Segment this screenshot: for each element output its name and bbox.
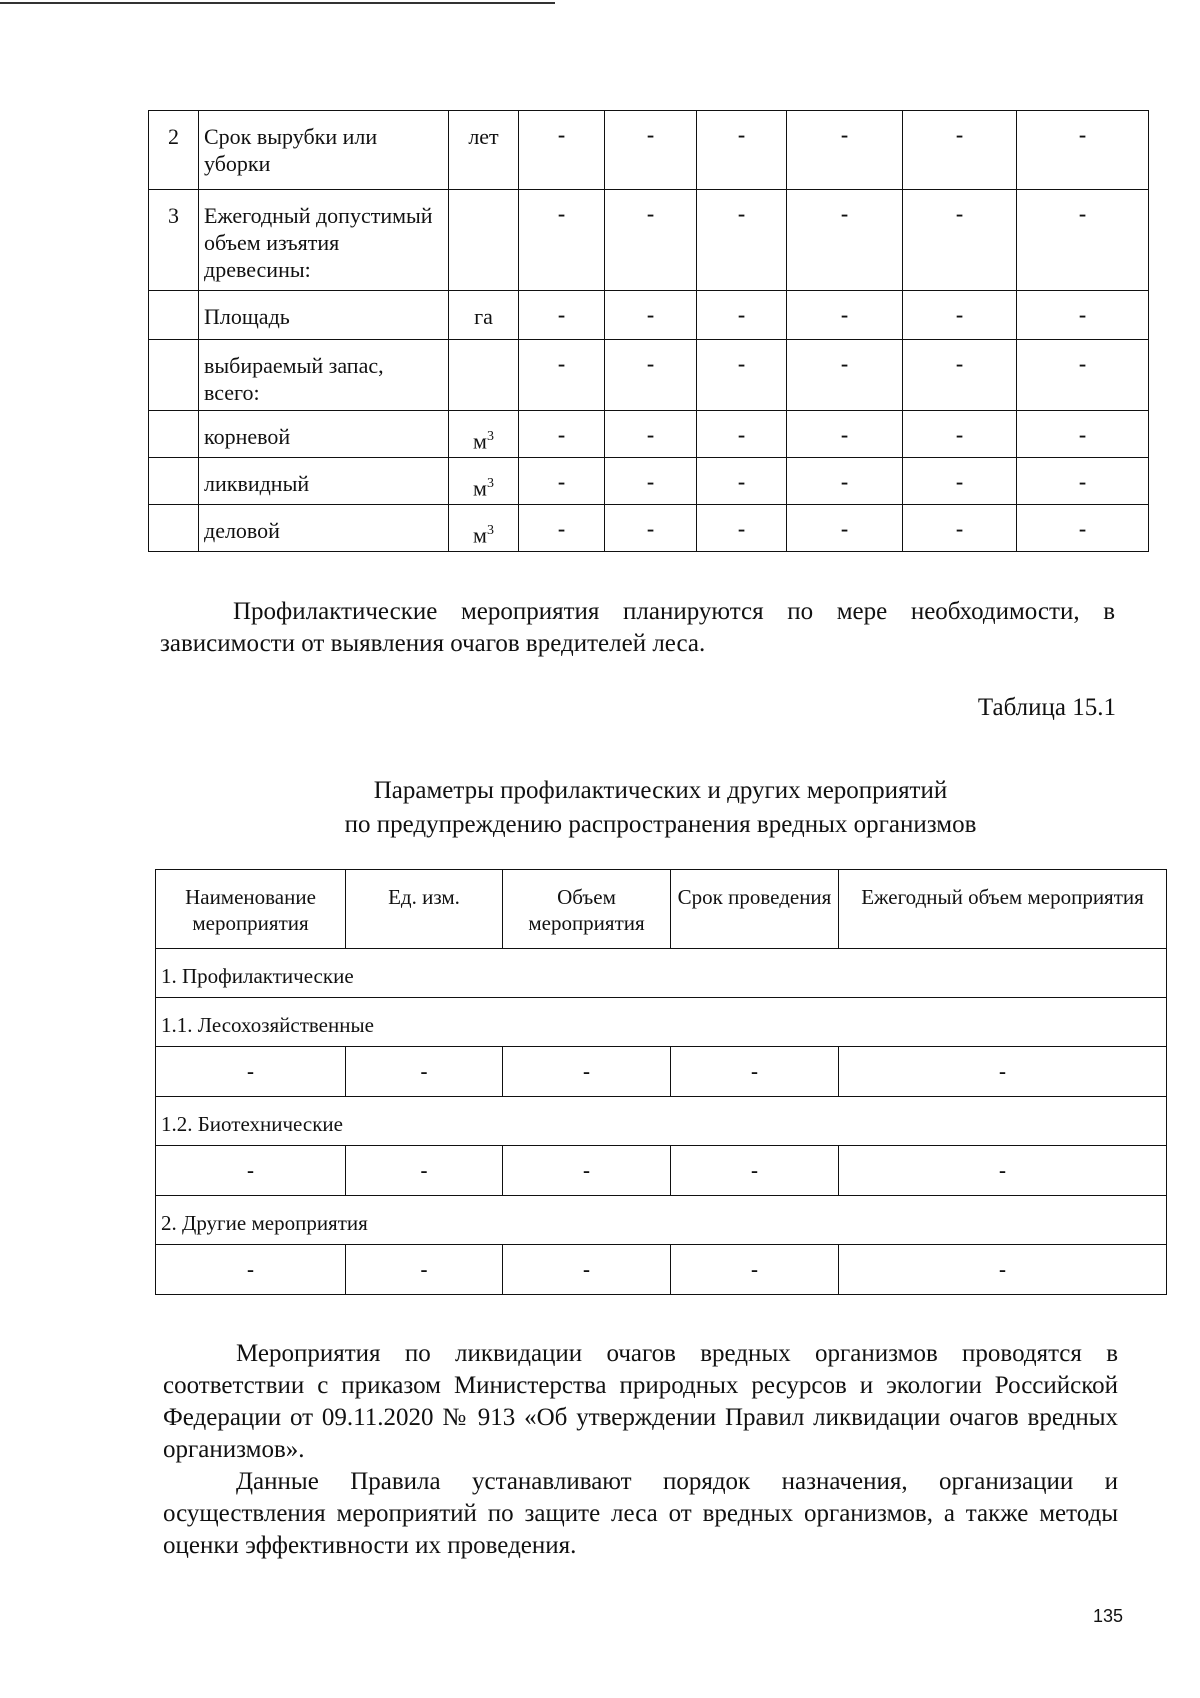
table-row [149, 340, 1149, 411]
unit-text: м [473, 522, 487, 548]
section-row [156, 949, 1167, 998]
value-cell: - [903, 340, 1017, 411]
unit-text: м [473, 475, 487, 501]
section-label: 1. Профилактические [156, 949, 1167, 998]
row-number-cell [149, 291, 199, 340]
header-cell: Объем мероприятия [503, 870, 671, 949]
value-cell: - [519, 190, 605, 291]
table-row [156, 1245, 1167, 1295]
value-cell: - [1017, 190, 1149, 291]
value-cell: - [605, 111, 697, 190]
section-row [156, 998, 1167, 1047]
value-cell: - [839, 1146, 1167, 1196]
value-cell: - [1017, 291, 1149, 340]
value-cell: - [839, 1245, 1167, 1295]
unit-text: га [474, 304, 493, 329]
value-cell: - [503, 1245, 671, 1295]
scan-edge-line [0, 2, 555, 4]
value-cell: - [697, 340, 787, 411]
row-name-cell: деловой [199, 505, 449, 552]
value-cell: - [605, 505, 697, 552]
value-cell: - [697, 190, 787, 291]
unit-superscript: 3 [486, 429, 494, 444]
table-row [156, 1146, 1167, 1196]
value-cell: - [1017, 340, 1149, 411]
table-row [149, 190, 1149, 291]
value-cell: - [787, 505, 903, 552]
unit-superscript: 3 [486, 476, 494, 491]
unit-cell [449, 111, 519, 190]
row-name-cell: Ежегодный допустимый объем изъятия древесины: [199, 190, 449, 291]
row-number-cell [149, 340, 199, 411]
value-cell: - [787, 458, 903, 505]
value-cell: - [519, 111, 605, 190]
value-cell: - [671, 1047, 839, 1097]
value-cell: - [787, 291, 903, 340]
unit-text: лет [468, 124, 499, 149]
value-cell: - [605, 458, 697, 505]
table-row [149, 505, 1149, 552]
value-cell: - [671, 1146, 839, 1196]
value-cell: - [1017, 505, 1149, 552]
row-number-cell [149, 505, 199, 552]
table-row [149, 458, 1149, 505]
measures-table [155, 869, 1167, 1295]
value-cell: - [903, 291, 1017, 340]
value-cell: - [697, 111, 787, 190]
value-cell: - [519, 505, 605, 552]
value-cell: - [787, 411, 903, 458]
unit-text: м [473, 428, 487, 454]
value-cell: - [156, 1047, 346, 1097]
table-row [149, 291, 1149, 340]
harvest-volume-table [148, 110, 1149, 552]
section-label: 2. Другие мероприятия [156, 1196, 1167, 1245]
value-cell: - [903, 505, 1017, 552]
value-cell: - [697, 411, 787, 458]
value-cell: - [156, 1146, 346, 1196]
table-row [156, 1047, 1167, 1097]
value-cell: - [519, 411, 605, 458]
header-cell: Ежегодный объем мероприятия [839, 870, 1167, 949]
value-cell: - [697, 291, 787, 340]
table-row [149, 111, 1149, 190]
table-row [149, 411, 1149, 458]
value-cell: - [503, 1146, 671, 1196]
row-name-cell: Площадь [199, 291, 449, 340]
paragraph-prophylactic: Профилактические мероприятия планируются по мере необходимости, в зависимости от выявления очагов вредителей леса. [160, 598, 1115, 657]
row-number-cell [149, 458, 199, 505]
value-cell: - [787, 111, 903, 190]
value-cell: - [346, 1146, 503, 1196]
header-cell: Ед. изм. [346, 870, 503, 949]
unit-cell [449, 411, 519, 458]
unit-superscript: 3 [486, 523, 494, 538]
unit-cell [449, 291, 519, 340]
row-name-cell: корневой [199, 411, 449, 458]
row-name-cell: выбираемый запас, всего: [199, 340, 449, 411]
unit-cell [449, 458, 519, 505]
value-cell: - [1017, 111, 1149, 190]
value-cell: - [903, 111, 1017, 190]
row-number-cell: 3 [149, 190, 199, 291]
unit-cell [449, 340, 519, 411]
table-title-line-2: по предупреждению распространения вредных организмов [344, 811, 977, 838]
value-cell: - [903, 190, 1017, 291]
page-number: 135 [1093, 1606, 1124, 1626]
value-cell: - [787, 190, 903, 291]
section-row [156, 1097, 1167, 1146]
value-cell: - [903, 458, 1017, 505]
value-cell: - [1017, 458, 1149, 505]
unit-cell [449, 190, 519, 291]
value-cell: - [519, 340, 605, 411]
value-cell: - [1017, 411, 1149, 458]
value-cell: - [787, 340, 903, 411]
table-header-row [156, 870, 1167, 949]
value-cell: - [519, 291, 605, 340]
row-number-cell [149, 411, 199, 458]
unit-cell [449, 505, 519, 552]
paragraph-rules: Данные Правила устанавливают порядок назначения, организации и осуществления мероприятий по защите леса от вредных организмов, а также методы оценки эффективности их проведения. [163, 1468, 1118, 1559]
value-cell: - [346, 1245, 503, 1295]
value-cell: - [346, 1047, 503, 1097]
value-cell: - [605, 291, 697, 340]
value-cell: - [671, 1245, 839, 1295]
table-caption: Таблица 15.1 [977, 694, 1116, 721]
value-cell: - [697, 458, 787, 505]
row-name-cell: Срок вырубки или уборки [199, 111, 449, 190]
value-cell: - [519, 458, 605, 505]
row-name-cell: ликвидный [199, 458, 449, 505]
section-row [156, 1196, 1167, 1245]
paragraph-regulation: Мероприятия по ликвидации очагов вредных организмов проводятся в соответствии с приказом Министерства природных ресурсов и экологии Российской Федерации от 09.11.2020 № 913 «Об утверждении Правил ликвидации очагов вредных организмов». [163, 1340, 1118, 1463]
header-cell: Срок проведения [671, 870, 839, 949]
value-cell: - [605, 340, 697, 411]
row-number-cell: 2 [149, 111, 199, 190]
table-title-line-1: Параметры профилактических и других мероприятий [373, 777, 948, 804]
header-cell: Наименование мероприятия [156, 870, 346, 949]
section-label: 1.1. Лесохозяйственные [156, 998, 1167, 1047]
section-label: 1.2. Биотехнические [156, 1097, 1167, 1146]
table-title [155, 774, 1166, 842]
value-cell: - [839, 1047, 1167, 1097]
value-cell: - [605, 411, 697, 458]
value-cell: - [503, 1047, 671, 1097]
value-cell: - [697, 505, 787, 552]
value-cell: - [605, 190, 697, 291]
value-cell: - [903, 411, 1017, 458]
value-cell: - [156, 1245, 346, 1295]
